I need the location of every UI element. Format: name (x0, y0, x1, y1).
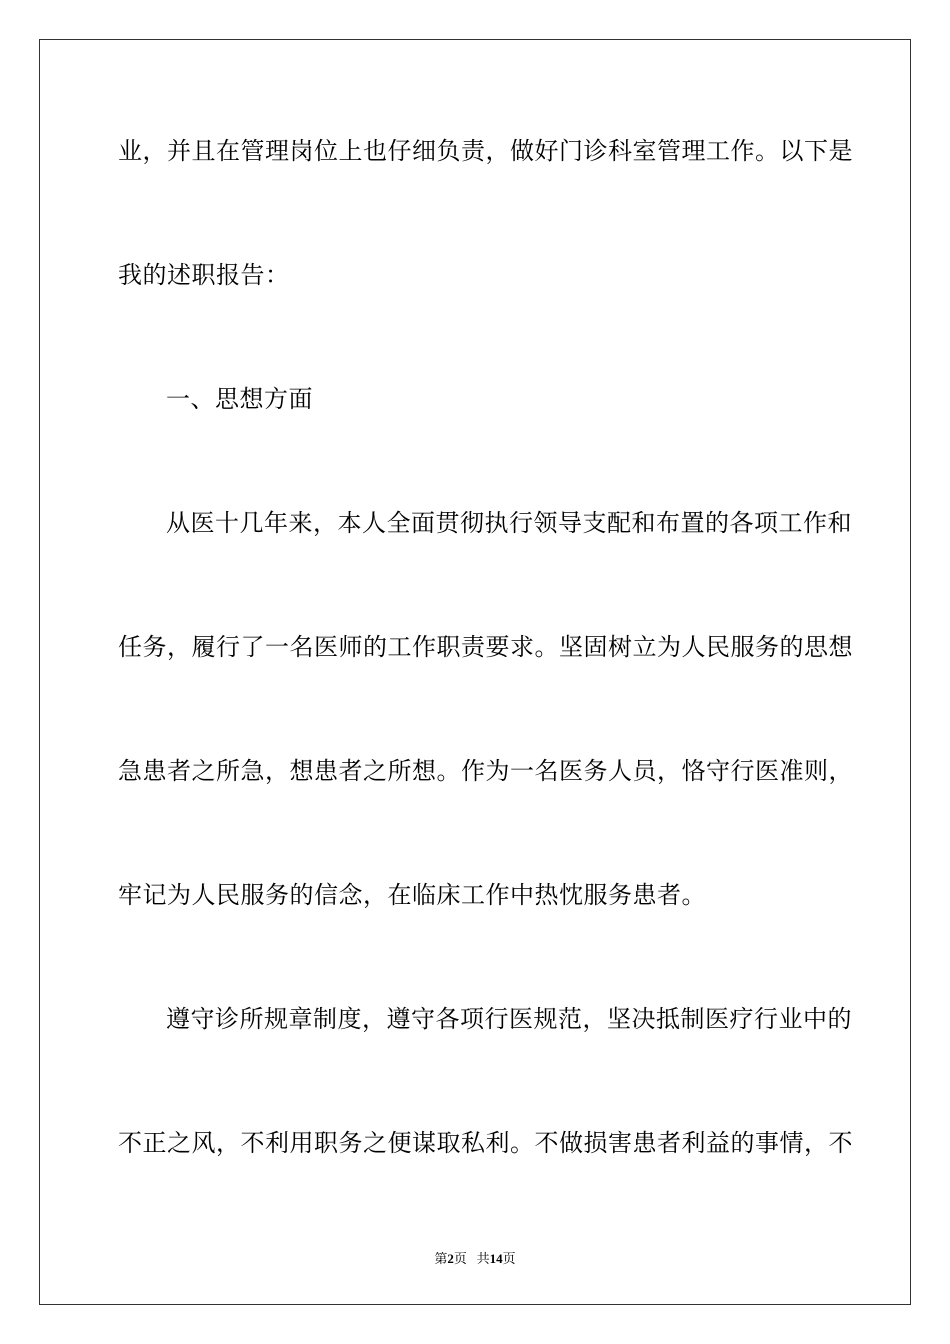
total-suffix: 页 (502, 1251, 516, 1266)
text-line-7: 牢记为人民服务的信念，在临床工作中热忱服务患者。 (118, 881, 706, 909)
text-line-8: 遵守诊所规章制度，遵守各项行医规范，坚决抵制医疗行业中的 (166, 1005, 852, 1033)
page-footer (0, 1248, 950, 1267)
section-heading: 一、思想方面 (166, 385, 313, 413)
total-pages: 14 (489, 1251, 503, 1266)
text-line-2: 我的述职报告： (118, 261, 290, 289)
page-number: 2 (447, 1251, 454, 1266)
text-line-1: 业，并且在管理岗位上也仔细负责，做好门诊科室管理工作。以下是 (118, 137, 853, 165)
text-line-6: 急患者之所急，想患者之所想。作为一名医务人员，恪守行医准则， (118, 757, 853, 785)
text-line-5: 任务，履行了一名医师的工作职责要求。坚固树立为人民服务的思想 (118, 633, 853, 661)
page-border (39, 39, 911, 1305)
text-line-9: 不正之风，不利用职务之便谋取私利。不做损害患者利益的事情，不 (118, 1129, 853, 1157)
page-prefix: 第 (434, 1251, 448, 1266)
page-suffix: 页 (453, 1251, 467, 1266)
text-line-4: 从医十几年来，本人全面贯彻执行领导支配和布置的各项工作和 (166, 509, 852, 537)
total-prefix: 共 (476, 1251, 490, 1266)
